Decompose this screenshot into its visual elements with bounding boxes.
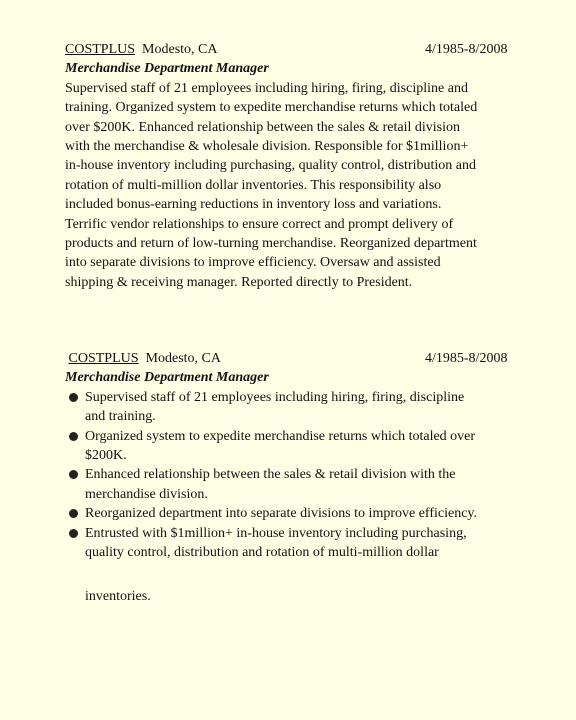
bullet-text: merchandise division. xyxy=(85,486,208,502)
company-name: COSTPLUS xyxy=(65,42,136,57)
description-line: into separate divisions to improve efficiency. Oversaw and assisted xyxy=(65,255,441,271)
description-line: with the merchandise & wholesale division. Responsible for $1million+ xyxy=(65,139,469,154)
job-entry-paragraph xyxy=(65,40,545,292)
bullet-text: Reorganized department into separate divisions to improve efficiency. xyxy=(85,506,478,522)
description-line: products and return of low-turning merchandise. Reorganized department xyxy=(65,236,477,252)
bullet-icon xyxy=(69,470,78,479)
bullet-icon xyxy=(69,509,78,518)
description-line: rotation of multi-million dollar inventories. This responsibility also xyxy=(65,177,442,193)
company-name: COSTPLUS xyxy=(68,351,139,366)
job-dates: 4/1985-8/2008 xyxy=(425,351,508,366)
bullet-item xyxy=(65,388,545,427)
job-title: Merchandise Department Manager xyxy=(65,61,269,77)
job-location: Modesto, CA xyxy=(142,42,218,57)
job-location: Modesto, CA xyxy=(145,351,221,366)
bullet-text: quality control, distribution and rotation of multi-million dollar xyxy=(85,545,439,561)
bullet-item xyxy=(65,504,545,523)
job-header xyxy=(65,349,545,368)
bullet-text: Entrusted with $1million+ in-house inventory including purchasing, xyxy=(85,525,467,541)
description-line: Supervised staff of 21 employees including hiring, firing, discipline and xyxy=(65,80,468,96)
description-line: shipping & receiving manager. Reported directly to President. xyxy=(65,274,413,290)
bullet-icon xyxy=(69,529,78,538)
job-dates: 4/1985-8/2008 xyxy=(425,42,508,57)
bullet-text: $200K. xyxy=(85,448,127,463)
bullet-icon xyxy=(69,393,78,402)
bullet-text: Organized system to expedite merchandise returns which totaled over xyxy=(85,428,476,444)
description-line: over $200K. Enhanced relationship between the sales & retail division xyxy=(65,119,461,135)
bullet-item xyxy=(65,524,545,563)
job-title: Merchandise Department Manager xyxy=(65,370,269,386)
bullet-list xyxy=(65,388,545,563)
bullet-icon xyxy=(69,432,78,441)
bullet-item xyxy=(65,465,545,504)
bullet-text: Enhanced relationship between the sales & retail division with the xyxy=(85,467,456,483)
job-header xyxy=(65,40,545,59)
description-line: included bonus-earning reductions in inventory loss and variations. xyxy=(65,197,442,213)
description-line: training. Organized system to expedite merchandise returns which totaled xyxy=(65,100,478,116)
bullet-text: and training. xyxy=(85,409,156,425)
description-line: in-house inventory including purchasing, quality control, distribution and xyxy=(65,158,476,174)
bullet-item xyxy=(65,427,545,466)
description-line: Terrific vendor relationships to ensure correct and prompt delivery of xyxy=(65,216,454,232)
job-entry-bullets xyxy=(65,349,545,607)
job-description xyxy=(65,79,545,292)
bullet-text: Supervised staff of 21 employees including hiring, firing, discipline xyxy=(85,389,465,405)
bullet-continuation: inventories. xyxy=(85,589,151,605)
